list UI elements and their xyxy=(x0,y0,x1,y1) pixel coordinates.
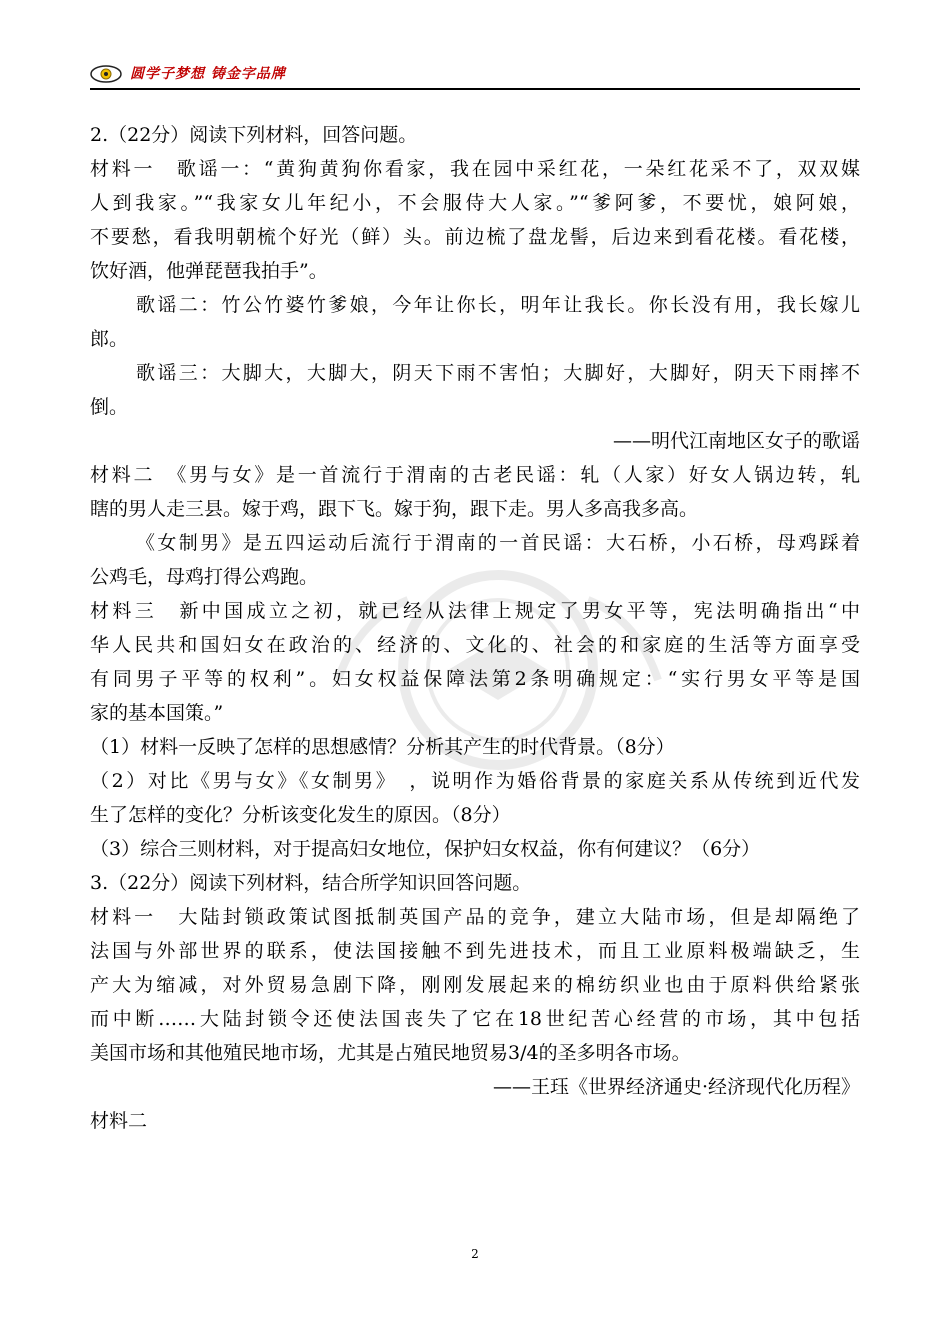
text-line: 家的基本国策。” xyxy=(90,702,224,724)
page-header xyxy=(90,62,860,90)
text-line: 瞎的男人走三县。嫁于鸡，跟下飞。嫁于狗，跟下走。男人多高我多高。 xyxy=(90,498,699,520)
text-line: 倒。 xyxy=(90,396,129,418)
text-line: 公鸡毛，母鸡打得公鸡跑。 xyxy=(90,566,319,588)
text-line: （2）对比《男与女》《女制男》 ，说明作为婚俗背景的家庭关系从传统到近代发 xyxy=(90,770,860,792)
text-line: 美国市场和其他殖民地市场，尤其是占殖民地贸易3/4的圣多明各市场。 xyxy=(90,1042,691,1064)
text-line: 生了怎样的变化？分析该变化发生的原因。（8分） xyxy=(90,804,511,826)
text-line: 有同男子平等的权利”。妇女权益保障法第2条明确规定：“实行男女平等是国 xyxy=(90,668,860,690)
text-line: 材料二 《男与女》是一首流行于渭南的古老民谣：轧（人家）好女人锅边转，轧 xyxy=(90,464,860,486)
text-line: 材料二 xyxy=(90,1110,148,1132)
text-line: 产大为缩减，对外贸易急剧下降，刚刚发展起来的棉纺织业也由于原料供给紧张 xyxy=(90,974,860,996)
text-line: 法国与外部世界的联系，使法国接触不到先进技术，而且工业原料极端缺乏，生 xyxy=(90,940,860,962)
text-line: 而中断……大陆封锁令还使法国丧失了它在18世纪苦心经营的市场，其中包括 xyxy=(90,1008,860,1030)
text-line: 材料三 新中国成立之初，就已经从法律上规定了男女平等，宪法明确指出“中 xyxy=(90,600,860,622)
text-line: 饮好酒，他弹琵琶我拍手”。 xyxy=(90,260,328,282)
text-line: ——明代江南地区女子的歌谣 xyxy=(612,430,860,452)
text-line: 材料一 歌谣一：“黄狗黄狗你看家，我在园中采红花，一朵红花采不了，双双媒 xyxy=(90,158,860,180)
text-line: 不要愁，看我明朝梳个好光（鲜）头。前边梳了盘龙髻，后边来到看花楼。看花楼， xyxy=(90,226,860,248)
text-line: 3.（22分）阅读下列材料，结合所学知识回答问题。 xyxy=(90,872,532,894)
brand-slogan: 圆学子梦想 铸金字品牌 xyxy=(130,66,286,82)
text-line: 2.（22分）阅读下列材料，回答问题。 xyxy=(90,124,418,146)
page-number: 2 xyxy=(471,1247,479,1261)
text-line: 华人民共和国妇女在政治的、经济的、文化的、社会的和家庭的生活等方面享受 xyxy=(90,634,860,656)
text-line: （3）综合三则材料，对于提高妇女地位，保护妇女权益，你有何建议？（6分） xyxy=(90,838,761,860)
text-line: ——王珏《世界经济通史·经济现代化历程》 xyxy=(492,1076,860,1098)
logo-icon xyxy=(90,64,124,84)
text-line: 郎。 xyxy=(90,328,129,350)
text-line: 人到我家。”“我家女儿年纪小，不会服侍大人家。”“爹阿爹，不要忧，娘阿娘， xyxy=(90,192,860,214)
text-line: 歌谣二：竹公竹婆竹爹娘，今年让你长，明年让我长。你长没有用，我长嫁儿 xyxy=(136,294,860,316)
text-line: 《女制男》是五四运动后流行于渭南的一首民谣：大石桥，小石桥，母鸡踩着 xyxy=(136,532,860,554)
text-line: 歌谣三：大脚大，大脚大，阴天下雨不害怕；大脚好，大脚好，阴天下雨摔不 xyxy=(136,362,860,384)
text-line: 材料一 大陆封锁政策试图抵制英国产品的竞争，建立大陆市场，但是却隔绝了 xyxy=(90,906,860,928)
text-line: （1）材料一反映了怎样的思想感情？分析其产生的时代背景。（8分） xyxy=(90,736,675,758)
document-body xyxy=(90,118,860,1138)
